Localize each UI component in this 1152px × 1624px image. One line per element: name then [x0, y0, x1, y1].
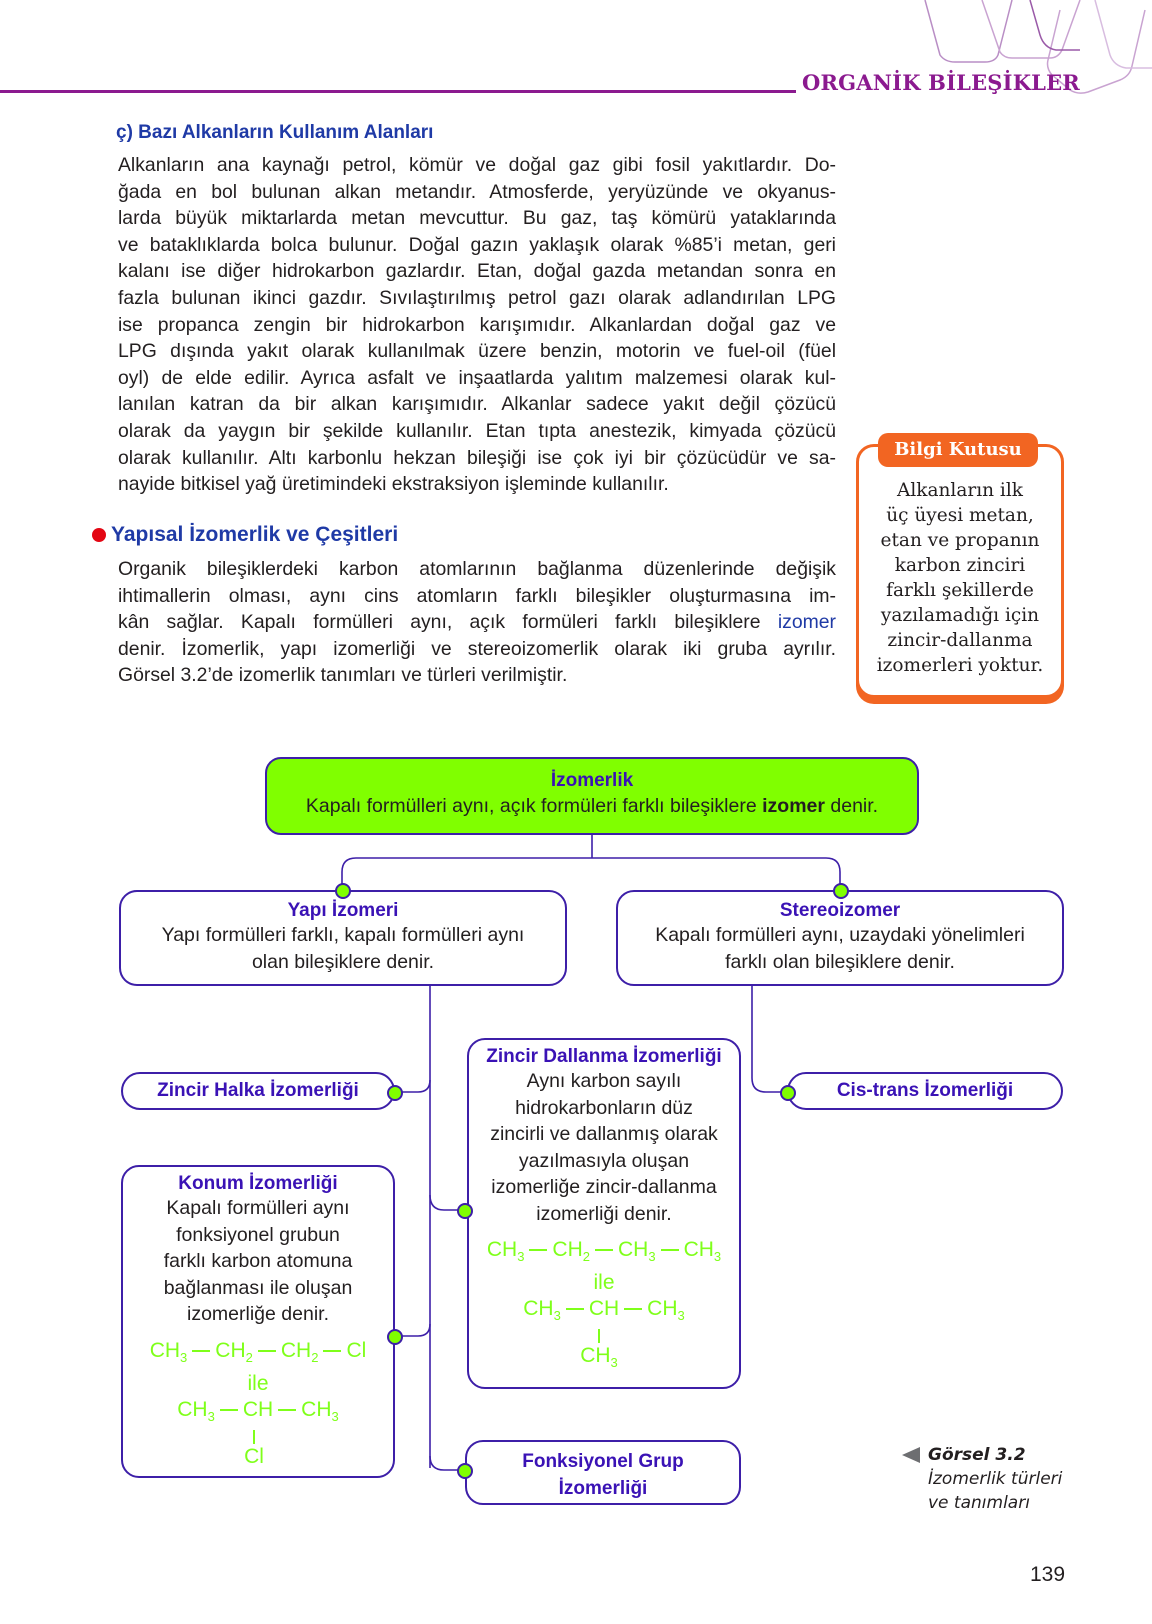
- formula-branch: [115, 1430, 393, 1470]
- text-line: etan ve propanın: [880, 530, 1040, 551]
- node-position-isomerism: [121, 1165, 395, 1478]
- formula-butane: [469, 1237, 739, 1270]
- formula-subscript: 3: [207, 1408, 215, 1424]
- text-line: ğada en bol bulunan alkan metandır. Atmosferde, yeryüzünde ve okyanus-: [118, 180, 836, 203]
- formula-isobutane: [469, 1296, 739, 1329]
- formula-subscript: 3: [713, 1249, 722, 1264]
- formula-subscript: 2: [582, 1249, 590, 1264]
- keyword-izomer: izomer: [777, 611, 836, 634]
- formula-atom: CH: [552, 1238, 583, 1261]
- text-line: Kapalı formülleri aynı: [166, 1197, 350, 1219]
- desc-bold: izomer: [762, 795, 825, 817]
- text-line: ise propanca zengin bir hidrokarbon karışımıdır. Alkanlardan doğal gaz ve: [118, 313, 836, 336]
- formula-atom: CH: [149, 1338, 181, 1362]
- connector-node-icon: [335, 883, 351, 899]
- node-title: Konum İzomerliği: [178, 1173, 338, 1194]
- caption-arrow-icon: [902, 1447, 920, 1463]
- bond-icon: [529, 1249, 547, 1251]
- chapter-title: ORGANİK BİLEŞİKLER: [802, 70, 1080, 95]
- connector-node-icon: [780, 1085, 796, 1101]
- text-line: izomerleri yoktur.: [876, 655, 1044, 676]
- caption-line: İzomerlik türleri: [928, 1469, 1063, 1489]
- bond-icon: [278, 1409, 296, 1411]
- node-title-line: İzomerliği: [558, 1478, 648, 1499]
- paragraph-alkan-uses: [118, 152, 836, 498]
- bond-icon: [192, 1350, 210, 1352]
- node-chain-ring-isomerism: [121, 1072, 395, 1110]
- section-heading-alkan-uses: ç) Bazı Alkanların Kullanım Alanları: [116, 122, 434, 143]
- node-title: Zincir Dallanma İzomerliği: [486, 1046, 722, 1067]
- text-line: zincir-dallanma: [887, 630, 1033, 651]
- connector-konum: [402, 1324, 430, 1336]
- section-heading-structural-isomerism: [92, 523, 398, 547]
- node-desc-line: Yapı formülleri farklı, kapalı formülleri aynı: [161, 924, 525, 946]
- formula-atom: CH: [683, 1238, 714, 1261]
- formula-subscript: 2: [311, 1349, 319, 1365]
- formula-subscript: 3: [610, 1355, 618, 1370]
- text-line: izomerliği denir.: [536, 1202, 672, 1225]
- node-title-line: Fonksiyonel Grup: [522, 1451, 684, 1472]
- bond-icon: [595, 1249, 613, 1251]
- info-box-text: [862, 478, 1058, 678]
- caption-title: Görsel 3.2: [928, 1445, 1026, 1465]
- node-title: İzomerlik: [550, 770, 634, 791]
- formula-atom: CH: [523, 1297, 554, 1320]
- figure-caption: [928, 1443, 1062, 1515]
- formula-atom: CH: [647, 1297, 678, 1320]
- text-line: bağlanması ile oluşan: [163, 1276, 353, 1299]
- node-functional-group-isomerism: [465, 1440, 741, 1505]
- text-line: [118, 609, 836, 636]
- formula-atom: CH: [618, 1238, 649, 1261]
- text-line: LPG dışında yakıt olarak kullanılmak üzere benzin, motorin ve fuel-oil (füel: [118, 340, 836, 363]
- bond-icon: [566, 1308, 584, 1310]
- bullet-icon: [92, 528, 106, 542]
- text-line: oyl) de elde edilir. Ayrıca asfalt ve inşaatlarda yalıtım malzemesi olarak kul-: [118, 366, 836, 389]
- text-line: kalanı ise diğer hidrokarbon gazlardır. Etan, doğal gazda metandan sonra en: [118, 260, 836, 283]
- text-line: izomerliğe denir.: [187, 1303, 329, 1325]
- node-stereoisomer: [616, 890, 1064, 986]
- text-line: denir. İzomerlik, yapı izomerliği ve stereoizomerlik olarak iki gruba ayrılır.: [118, 637, 836, 660]
- formula-subscript: 2: [245, 1349, 253, 1365]
- text-line: Alkanların ilk: [897, 480, 1023, 501]
- node-desc: [469, 1068, 739, 1227]
- formula-atom: CH: [301, 1397, 332, 1421]
- vertical-bond-icon: [598, 1329, 600, 1343]
- section-heading-text: Yapısal İzomerlik ve Çeşitleri: [111, 523, 399, 546]
- formula-atom: CH: [242, 1397, 274, 1421]
- node-title: Zincir Halka İzomerliği: [157, 1080, 359, 1101]
- node-title: Cis-trans İzomerliği: [836, 1080, 1014, 1101]
- formula-1-chlorpropane: [123, 1338, 393, 1371]
- node-desc-line: Kapalı formülleri aynı, uzaydaki yönelimleri: [655, 924, 1025, 946]
- formula-connector: ile: [247, 1371, 269, 1395]
- text-line: larda büyük miktarlarda metan mevcuttur. Bu gaz, taş kömürü yataklarında: [118, 207, 836, 230]
- text-line: yazılmasıyla oluşan: [518, 1149, 690, 1172]
- node-title: Stereoizomer: [779, 900, 901, 921]
- page-number: 139: [1030, 1563, 1066, 1586]
- text-line: Görsel 3.2’de izomerlik tanımları ve türleri verilmiştir.: [118, 664, 568, 687]
- text-line: hidrokarbonların düz: [515, 1096, 693, 1119]
- connector-branch-horizontal: [342, 858, 840, 890]
- formula-subscript: 3: [180, 1349, 188, 1365]
- formula-atom: Cl: [244, 1444, 264, 1468]
- paragraph-isomerism: [118, 556, 836, 689]
- text-line: yazılamadığı için: [880, 605, 1040, 626]
- text-line: olarak kullanılır. Altı karbonlu hekzan bileşiği ise çok iyi bir çözücüdür ve sa-: [118, 446, 836, 469]
- text-line: Organik bileşiklerdeki karbon atomlarının bağlanma düzenlerinde değişik: [118, 558, 836, 580]
- text-line: ve bataklıklarda bolca bulunur. Doğal gazın yaklaşık olarak %85’i metan, geri: [118, 233, 836, 256]
- text-line: olarak da yaygın bir şekilde kullanılır. Etan tıpta anestezik, kimyada çözücü: [118, 419, 836, 442]
- vertical-bond-icon: [253, 1430, 255, 1444]
- bond-icon: [323, 1350, 341, 1352]
- text-line: fonksiyonel grubun: [176, 1223, 340, 1246]
- connector-node-icon: [387, 1085, 403, 1101]
- header-rule: [0, 90, 796, 93]
- info-box-title: Bilgi Kutusu: [878, 433, 1038, 467]
- bond-icon: [661, 1249, 679, 1251]
- formula-connector: ile: [593, 1271, 615, 1294]
- bond-icon: [220, 1409, 238, 1411]
- formula-atom: CH: [580, 1344, 611, 1367]
- formula-2-chlorpropane: [123, 1397, 393, 1430]
- connector-stereo-trunk: [752, 986, 786, 1092]
- node-cis-trans-isomerism: [787, 1072, 1063, 1110]
- node-isomerism-root: [265, 757, 919, 835]
- formula-atom: CH: [486, 1238, 518, 1261]
- text-line: Aynı karbon sayılı: [526, 1070, 682, 1092]
- formula-atom: CH: [177, 1397, 208, 1421]
- text-line: farklı şekillerde: [886, 580, 1034, 601]
- formula-subscript: 3: [553, 1308, 561, 1323]
- text-line: nayide bitkisel yağ üretimindeki ekstraksiyon işleminde kullanılır.: [118, 473, 669, 496]
- connector-halka: [402, 1080, 430, 1092]
- desc-text: denir.: [824, 795, 879, 817]
- bond-icon: [258, 1350, 276, 1352]
- node-desc-line: farklı olan bileşiklere denir.: [725, 950, 955, 973]
- formula-subscript: 3: [677, 1308, 685, 1323]
- text-line: lanılan katran da bir alkan karışımıdır. Alkanlar sadece yakıt değil çözücü: [118, 393, 836, 416]
- text-line: zincirli ve dallanmış olarak: [490, 1123, 718, 1145]
- formula-atom: CH: [215, 1338, 246, 1362]
- connector-node-icon: [457, 1463, 473, 1479]
- caption-line: ve tanımları: [928, 1493, 1030, 1513]
- formula-atom: CH: [280, 1338, 312, 1362]
- connector-node-icon: [387, 1329, 403, 1345]
- connector-node-icon: [457, 1203, 473, 1219]
- formula-atom: Cl: [346, 1338, 367, 1362]
- node-desc: [123, 1195, 393, 1328]
- formula-atom: CH: [588, 1297, 620, 1320]
- node-desc: [267, 793, 917, 819]
- formula-subscript: 3: [331, 1408, 339, 1424]
- connector-node-icon: [833, 883, 849, 899]
- text-line: izomerliğe zincir-dallanma: [491, 1176, 717, 1198]
- text-line: ihtimallerin olması, aynı cins atomların farklı bileşikler oluşturmasına im-: [118, 584, 836, 607]
- text-line: karbon zinciri: [894, 555, 1026, 576]
- formula-branch: [459, 1329, 739, 1376]
- node-title: Yapı İzomeri: [287, 900, 399, 921]
- text-segment: kân sağlar. Kapalı formülleri aynı, açık formüleri farklı bileşiklere: [118, 611, 778, 634]
- desc-text: Kapalı formülleri aynı, açık formüleri farklı bileşiklere: [305, 795, 763, 817]
- node-chain-branching-isomerism: [467, 1038, 741, 1389]
- formula-subscript: 3: [648, 1249, 656, 1264]
- formula-subscript: 3: [517, 1249, 525, 1264]
- node-structural-isomer: [119, 890, 567, 986]
- bond-icon: [624, 1308, 642, 1310]
- text-line: farklı karbon atomuna: [163, 1250, 353, 1272]
- text-line: fazla bulunan ikinci gazdır. Sıvılaştırılmış petrol gazı olarak adlandırılan LPG: [118, 286, 836, 309]
- node-desc-line: olan bileşiklere denir.: [251, 950, 435, 973]
- text-line: Alkanların ana kaynağı petrol, kömür ve doğal gaz gibi fosil yakıtlardır. Do-: [118, 154, 836, 176]
- text-line: üç üyesi metan,: [886, 505, 1034, 526]
